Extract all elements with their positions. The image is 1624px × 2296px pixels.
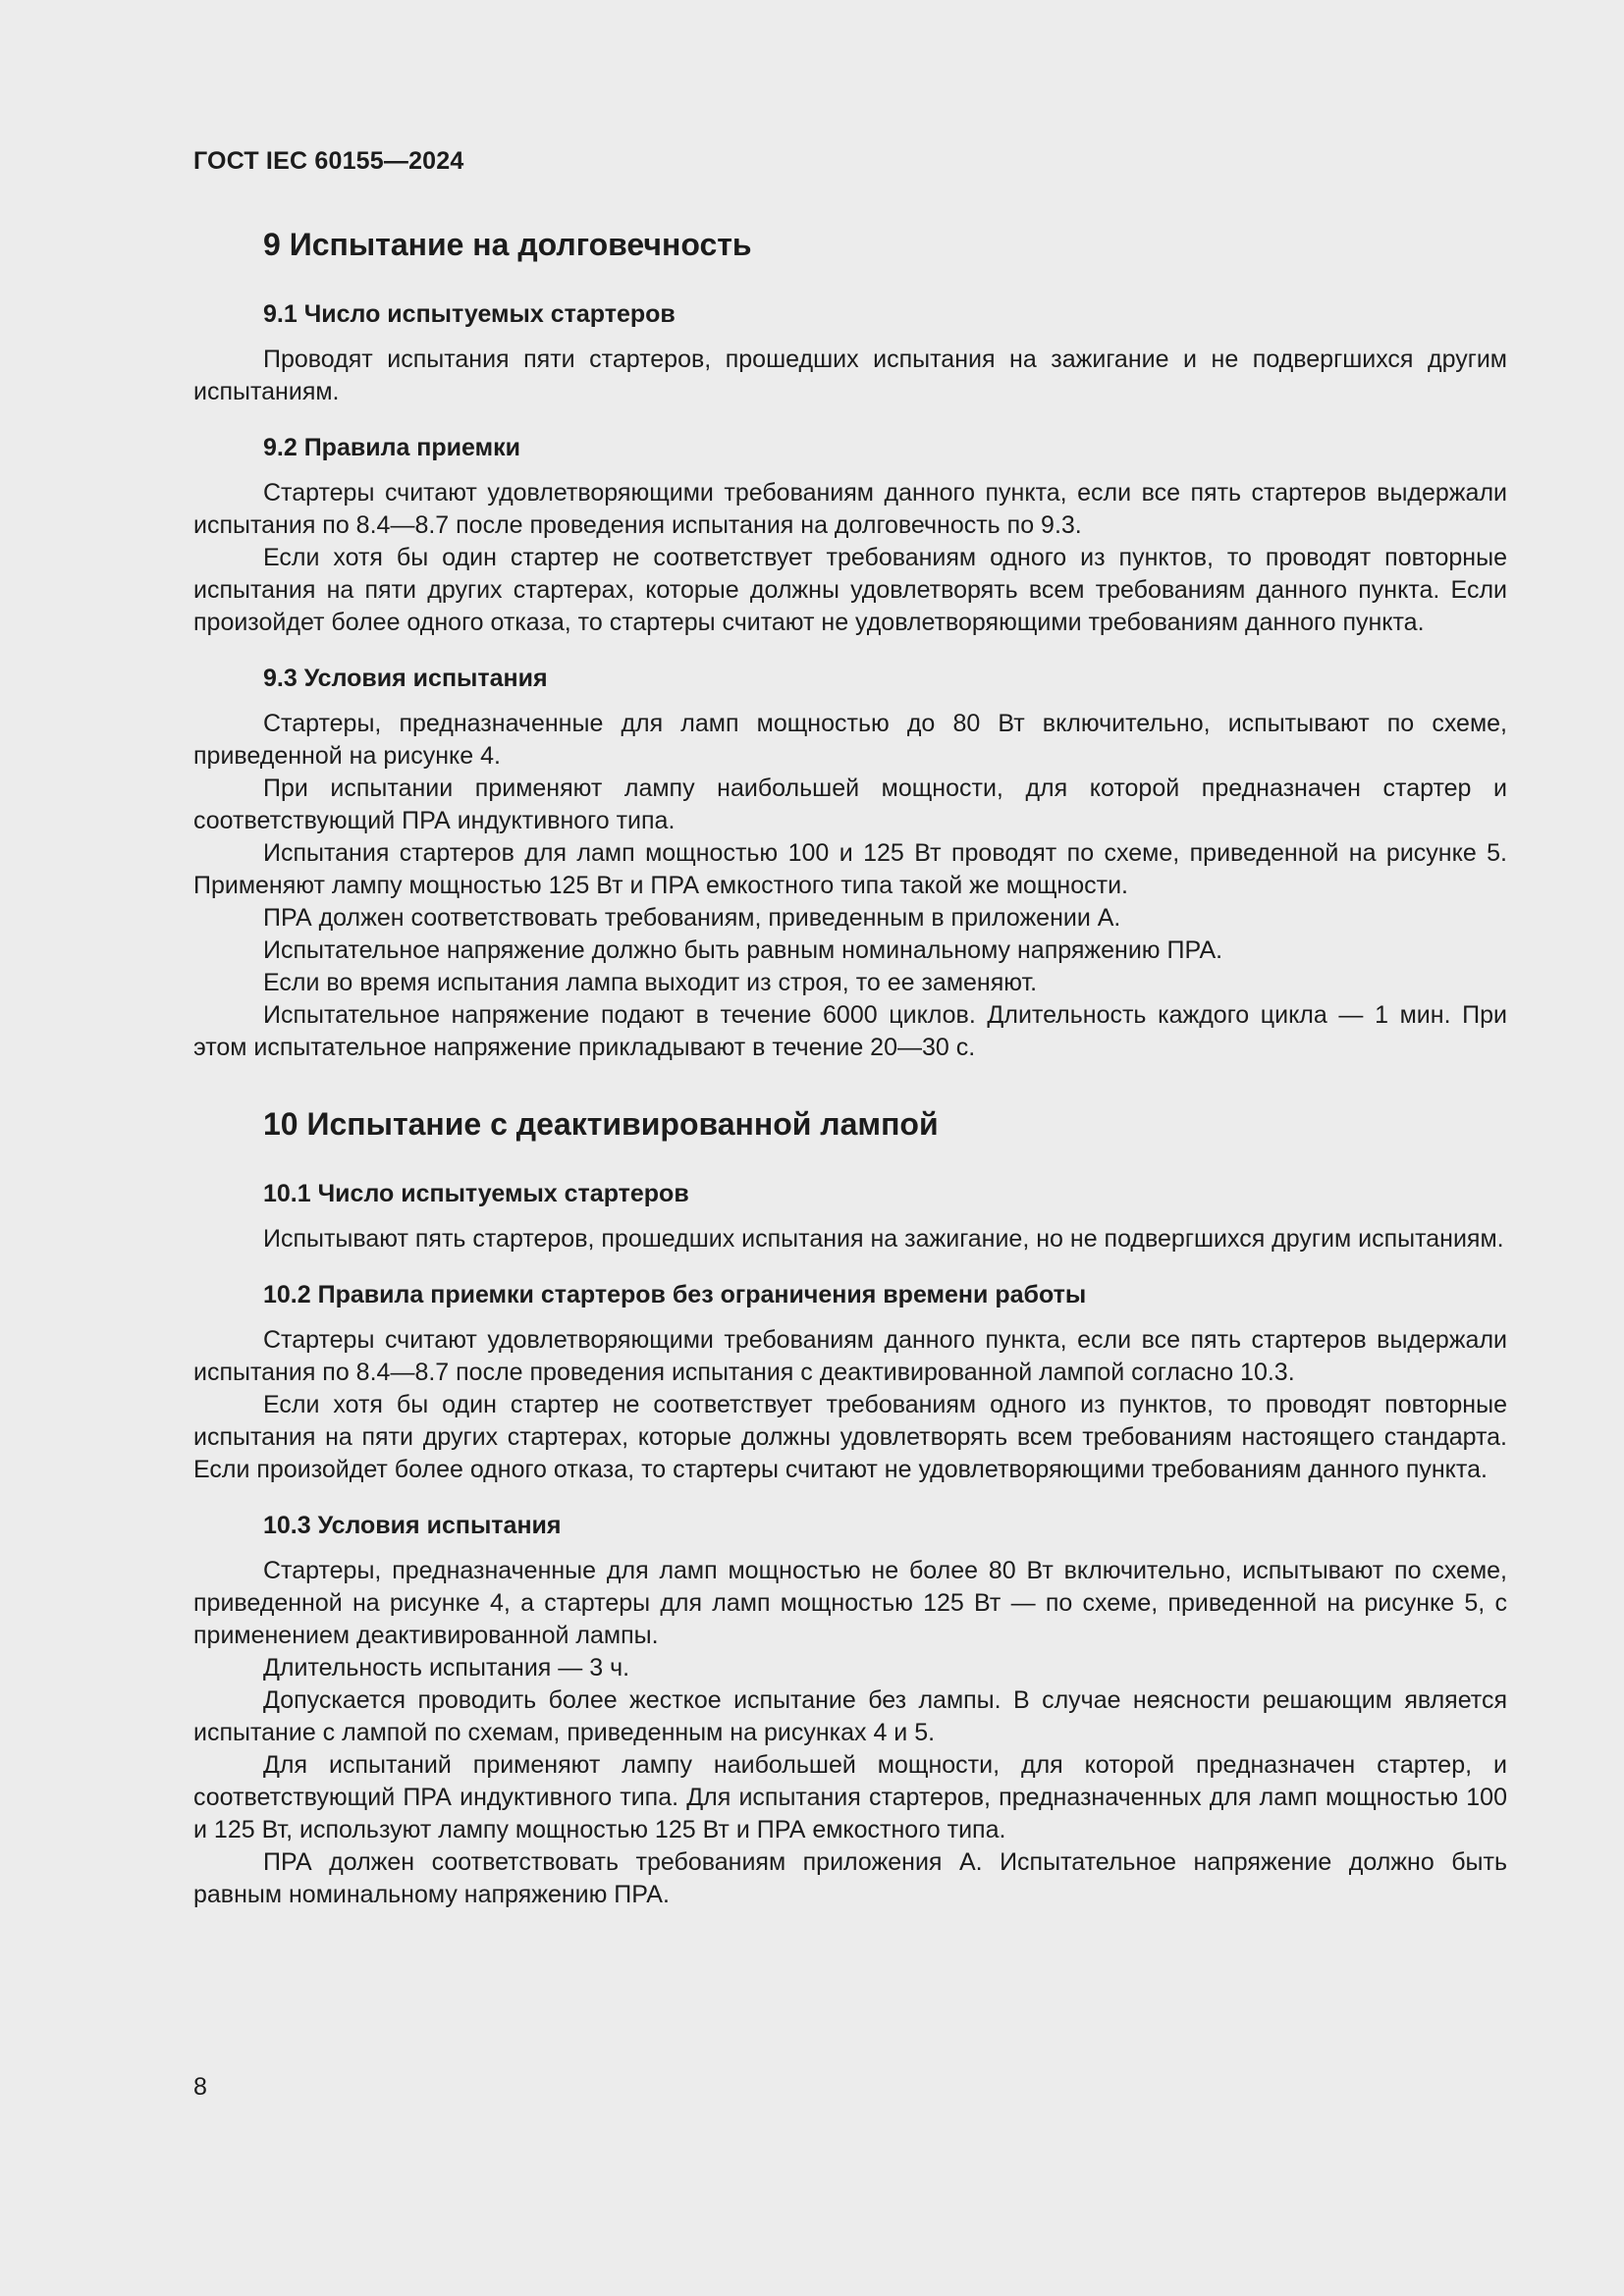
paragraph: Длительность испытания — 3 ч. (263, 1654, 630, 1682)
subsection-10-1 (193, 1178, 1507, 1255)
paragraph: При испытании применяют лампу наибольшей мощности, для которой предназначен стартер и соответствующий ПРА индуктивного типа. (193, 774, 1507, 834)
paragraph: Если во время испытания лампа выходит из строя, то ее заменяют. (263, 969, 1038, 996)
subsection-9-3 (193, 663, 1507, 1064)
subsection-title: 10.3 Условия испытания (263, 1512, 562, 1539)
subsection-title: 10.1 Число испытуемых стартеров (263, 1180, 689, 1207)
paragraph: Допускается проводить более жесткое испытание без лампы. В случае неясности решающим является испытание с лампой по схемам, приведенным на рисунках 4 и 5. (193, 1686, 1507, 1746)
subsection-10-3 (193, 1510, 1507, 1911)
page-number: 8 (193, 2073, 207, 2101)
section-10 (193, 1105, 1507, 1911)
document-body (193, 226, 1507, 1935)
subsection-10-2 (193, 1279, 1507, 1486)
paragraph: Испытания стартеров для ламп мощностью 100 и 125 Вт проводят по схеме, приведенной на рисунке 5. Применяют лампу мощностью 125 Вт и ПРА емкостного типа такой же мощности. (193, 839, 1507, 899)
paragraph: Проводят испытания пяти стартеров, прошедших испытания на зажигание и не подвергшихся другим испытаниям. (193, 346, 1507, 405)
paragraph: Стартеры, предназначенные для ламп мощностью не более 80 Вт включительно, испытывают по схеме, приведенной на рисунке 4, а стартеры для ламп мощностью 125 Вт — по схеме, приведенной на рисунке 5, с применением деактивированной лампы. (193, 1557, 1507, 1649)
subsection-title: 10.2 Правила приемки стартеров без ограничения времени работы (263, 1281, 1087, 1308)
subsection-title: 9.2 Правила приемки (263, 434, 520, 461)
section-title: 9 Испытание на долговечность (263, 227, 752, 262)
paragraph: Испытывают пять стартеров, прошедших испытания на зажигание, но не подвергшихся другим испытаниям. (263, 1225, 1504, 1253)
subsection-title: 9.3 Условия испытания (263, 665, 548, 692)
subsection-title: 9.1 Число испытуемых стартеров (263, 300, 676, 328)
paragraph: ПРА должен соответствовать требованиям, приведенным в приложении А. (263, 904, 1121, 932)
paragraph: Для испытаний применяют лампу наибольшей мощности, для которой предназначен стартер, и соответствующий ПРА индуктивного типа. Для испытания стартеров, предназначенных для ламп мощностью 100 и 125 Вт, используют лампу мощностью 125 Вт и ПРА емкостного типа. (193, 1751, 1507, 1843)
section-9 (193, 226, 1507, 1064)
paragraph: ПРА должен соответствовать требованиям приложения А. Испытательное напряжение должно быть равным номинальному напряжению ПРА. (193, 1848, 1507, 1908)
subsection-9-1 (193, 298, 1507, 408)
document-page (193, 0, 1507, 2296)
subsection-9-2 (193, 432, 1507, 639)
section-title: 10 Испытание с деактивированной лампой (263, 1106, 939, 1142)
paragraph: Если хотя бы один стартер не соответствует требованиям одного из пунктов, то проводят повторные испытания на пяти других стартерах, которые должны удовлетворять всем требованиям данного пункта. Если произойдет более одного отказа, то стартеры считают не удовлетворяющими требованиям данного пункта. (193, 544, 1507, 636)
paragraph: Стартеры, предназначенные для ламп мощностью до 80 Вт включительно, испытывают по схеме, приведенной на рисунке 4. (193, 710, 1507, 770)
paragraph: Если хотя бы один стартер не соответствует требованиям одного из пунктов, то проводят повторные испытания на пяти других стартерах, которые должны удовлетворять всем требованиям настоящего стандарта. Если произойдет более одного отказа, то стартеры считают не удовлетворяющими требованиям данного пункта. (193, 1391, 1507, 1483)
standard-header: ГОСТ IEC 60155—2024 (193, 147, 464, 175)
paragraph: Испытательное напряжение должно быть равным номинальному напряжению ПРА. (263, 936, 1223, 964)
paragraph: Испытательное напряжение подают в течение 6000 циклов. Длительность каждого цикла — 1 мин. При этом испытательное напряжение прикладывают в течение 20—30 с. (193, 1001, 1507, 1061)
paragraph: Стартеры считают удовлетворяющими требованиям данного пункта, если все пять стартеров выдержали испытания по 8.4—8.7 после проведения испытания на долговечность по 9.3. (193, 479, 1507, 539)
paragraph: Стартеры считают удовлетворяющими требованиям данного пункта, если все пять стартеров выдержали испытания по 8.4—8.7 после проведения испытания с деактивированной лампой согласно 10.3. (193, 1326, 1507, 1386)
